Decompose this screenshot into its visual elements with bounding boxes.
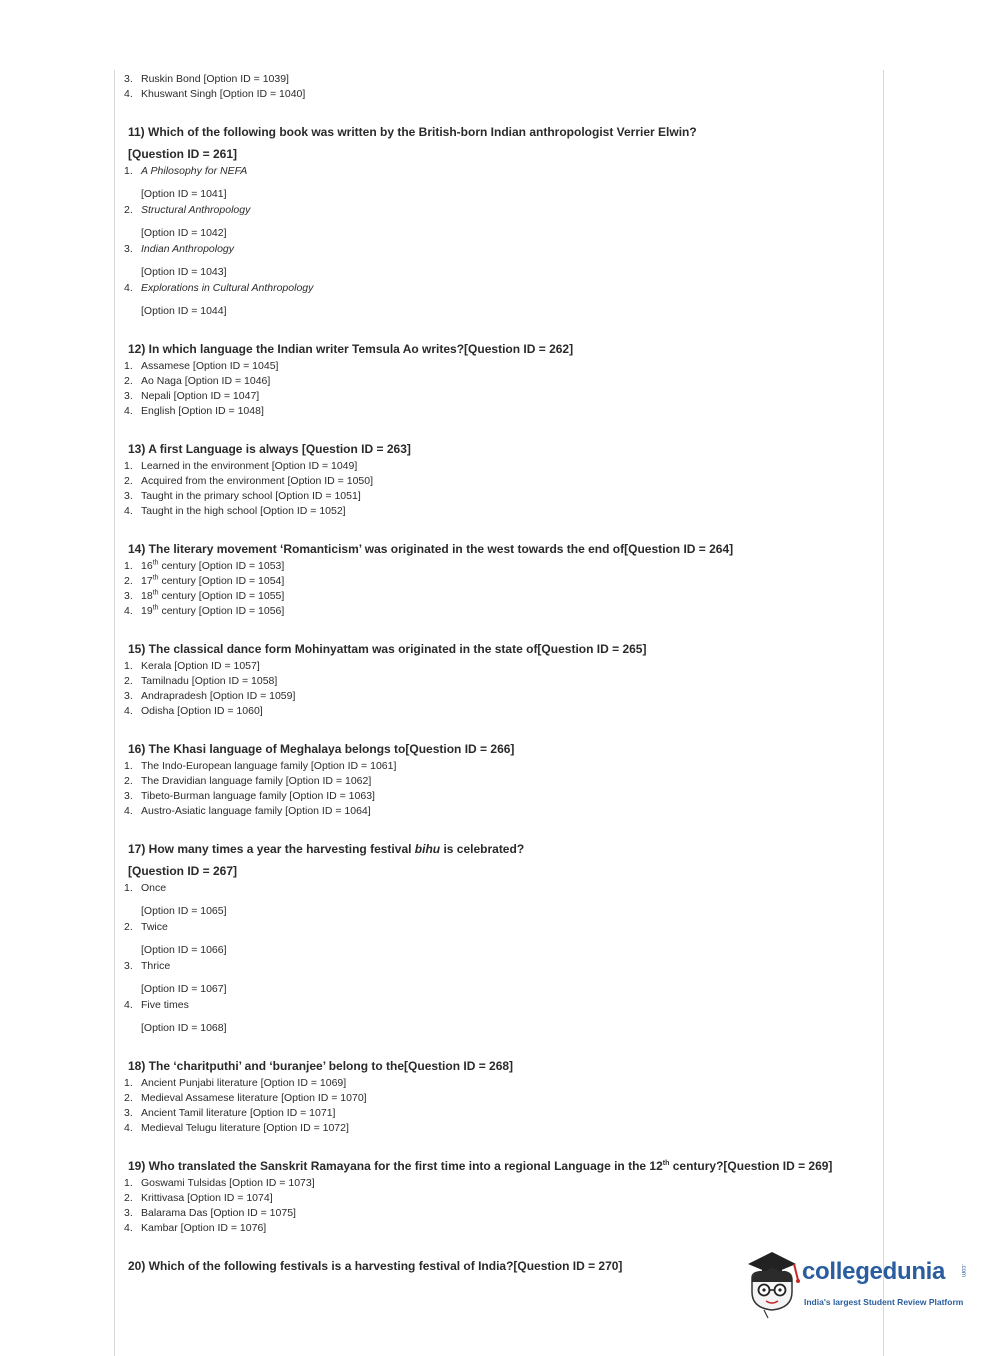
option-item: 1. 16th century [Option ID = 1053] [124, 559, 285, 572]
question-title: 20) Which of the following festivals is a harvesting festival of India?[Question ID = 270] [128, 1259, 623, 1273]
collegedunia-logo [742, 1250, 972, 1320]
option-item: 2. Twice [Option ID = 1066] [124, 921, 227, 956]
logo-suffix: .com [960, 1264, 966, 1278]
question-16 [124, 741, 864, 819]
options-list [124, 1176, 864, 1236]
option-item: 4. Explorations in Cultural Anthropology [Option ID = 1044] [124, 282, 314, 317]
question-19 [124, 1158, 864, 1236]
question-title: 12) In which language the Indian writer Temsula Ao writes?[Question ID = 262] [128, 342, 574, 356]
option-item: 3. Thrice [Option ID = 1067] [124, 960, 227, 995]
question-title: 14) The literary movement ‘Romanticism’ was originated in the west towards the end of[Question ID = 264] [128, 542, 734, 556]
mascot-icon [742, 1250, 802, 1320]
options-list [124, 881, 864, 1036]
question-title: 15) The classical dance form Mohinyattam was originated in the state of[Question ID = 265] [128, 642, 647, 656]
option-item: 2. Krittivasa [Option ID = 1074] [124, 1192, 273, 1204]
options-list [124, 359, 864, 419]
option-item: 2. Tamilnadu [Option ID = 1058] [124, 675, 278, 687]
option-item: 4. Medieval Telugu literature [Option ID = 1072] [124, 1122, 349, 1134]
question-12 [124, 341, 864, 419]
option-item: 2. 17th century [Option ID = 1054] [124, 574, 285, 587]
question-id: [Question ID = 261] [128, 147, 238, 161]
option-item: 1. Kerala [Option ID = 1057] [124, 660, 260, 672]
option-item: 3. Taught in the primary school [Option ID = 1051] [124, 490, 361, 502]
option-item: 3. Ruskin Bond [Option ID = 1039] [124, 73, 289, 85]
question-title: 13) A first Language is always [Question ID = 263] [128, 442, 411, 456]
question-13 [124, 441, 864, 519]
options-list [124, 1076, 864, 1136]
option-item: 3. Andrapradesh [Option ID = 1059] [124, 690, 296, 702]
option-item: 2. The Dravidian language family [Option ID = 1062] [124, 775, 372, 787]
option-item: 4. Kambar [Option ID = 1076] [124, 1222, 267, 1234]
option-item: 1. Learned in the environment [Option ID = 1049] [124, 460, 358, 472]
option-item: 4. 19th century [Option ID = 1056] [124, 604, 285, 617]
option-item: 4. English [Option ID = 1048] [124, 405, 264, 417]
option-item: 2. Ao Naga [Option ID = 1046] [124, 375, 271, 387]
options-list [124, 559, 864, 619]
option-item: 4. Austro-Asiatic language family [Option ID = 1064] [124, 805, 371, 817]
option-item: 3. Ancient Tamil literature [Option ID = 1071] [124, 1107, 336, 1119]
logo-wordmark: collegedunia [802, 1258, 946, 1285]
option-item: 4. Khuswant Singh [Option ID = 1040] [124, 88, 306, 100]
option-item: 1. Goswami Tulsidas [Option ID = 1073] [124, 1177, 315, 1189]
question-18 [124, 1058, 864, 1136]
document-content [124, 72, 864, 1276]
options-list [124, 759, 864, 819]
options-list [124, 164, 864, 319]
question-id: [Question ID = 267] [128, 864, 238, 878]
option-item: 4. Taught in the high school [Option ID = 1052] [124, 505, 346, 517]
question-title: 19) Who translated the Sanskrit Ramayana for the first time into a regional Language in the 12th century?[Question ID = 269] [128, 1159, 833, 1173]
question-title: 16) The Khasi language of Meghalaya belongs to[Question ID = 266] [128, 742, 515, 756]
option-item: 1. Assamese [Option ID = 1045] [124, 360, 279, 372]
options-list [124, 659, 864, 719]
option-item: 4. Five times [Option ID = 1068] [124, 999, 227, 1034]
logo-tagline: India's largest Student Review Platform [804, 1297, 964, 1307]
option-item: 2. Acquired from the environment [Option ID = 1050] [124, 475, 373, 487]
options-list [124, 459, 864, 519]
question-14 [124, 541, 864, 619]
option-item: 1. Ancient Punjabi literature [Option ID = 1069] [124, 1077, 347, 1089]
option-item: 2. Medieval Assamese literature [Option ID = 1070] [124, 1092, 367, 1104]
option-item: 4. Odisha [Option ID = 1060] [124, 705, 263, 717]
option-item: 3. Indian Anthropology [Option ID = 1043] [124, 243, 235, 278]
question-title: 17) How many times a year the harvesting festival bihu is celebrated? [128, 842, 525, 856]
question-title: 11) Which of the following book was written by the British-born Indian anthropologist Verrier Elwin? [128, 125, 697, 139]
question-15 [124, 641, 864, 719]
option-item: 1. The Indo-European language family [Option ID = 1061] [124, 760, 397, 772]
carryover-options [124, 72, 864, 102]
option-item: 3. Balarama Das [Option ID = 1075] [124, 1207, 296, 1219]
option-item: 1. A Philosophy for NEFA [Option ID = 1041] [124, 165, 248, 200]
option-item: 3. Tibeto-Burman language family [Option ID = 1063] [124, 790, 375, 802]
question-17 [124, 841, 864, 1036]
option-item: 2. Structural Anthropology [Option ID = 1042] [124, 204, 251, 239]
option-item: 3. 18th century [Option ID = 1055] [124, 589, 285, 602]
option-item: 1. Once [Option ID = 1065] [124, 882, 227, 917]
question-title: 18) The ‘charitputhi’ and ‘buranjee’ belong to the[Question ID = 268] [128, 1059, 514, 1073]
option-item: 3. Nepali [Option ID = 1047] [124, 390, 260, 402]
question-11 [124, 124, 864, 319]
